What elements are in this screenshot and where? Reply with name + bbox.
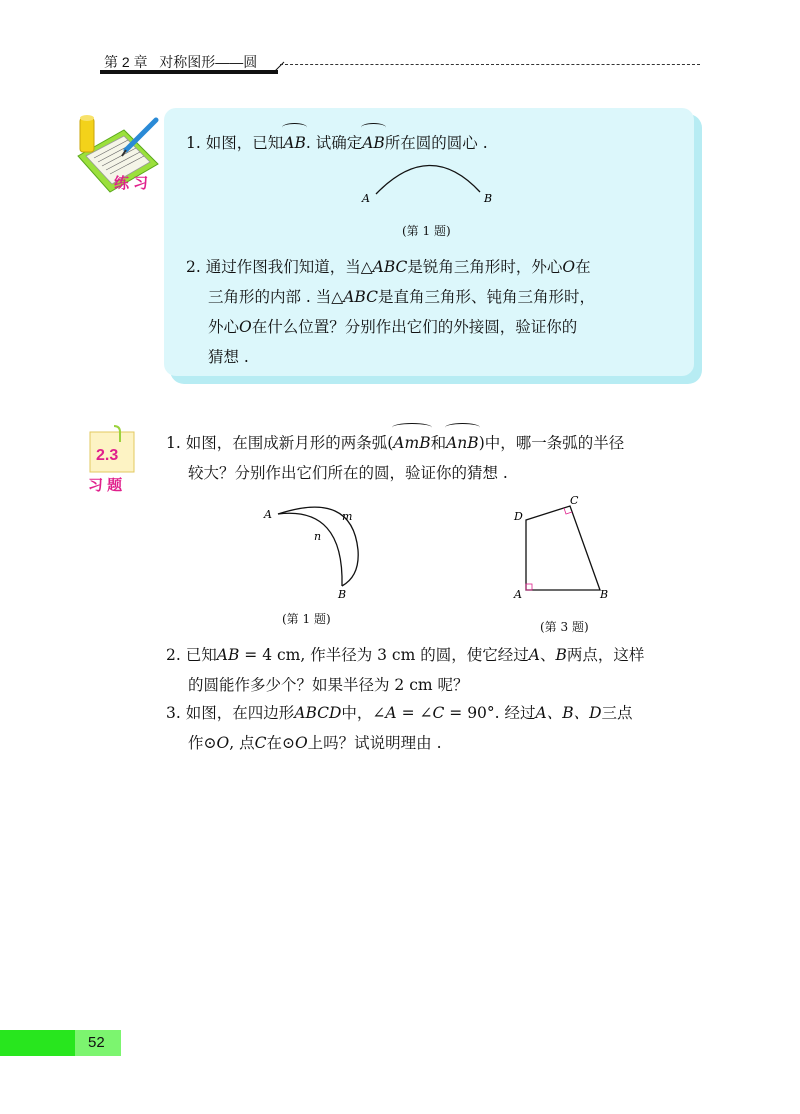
exercise-question-3 xyxy=(166,698,706,758)
question-text: 和 xyxy=(430,434,447,452)
running-header xyxy=(104,52,257,72)
arc-ab: AB xyxy=(283,128,306,158)
question-number: 1. xyxy=(166,434,181,452)
header-dashed-rule xyxy=(280,64,700,65)
question-text: 是直角三角形、钝角三角形时， xyxy=(377,288,595,306)
question-text: 如图，在四边形 xyxy=(185,704,295,722)
figure-caption: (第 1 题) xyxy=(282,612,331,626)
question-text: 较大？分别作出它们所在的圆，验证你的猜想 . xyxy=(188,464,508,482)
exercise-question-1 xyxy=(166,428,706,488)
question-text: 三点 xyxy=(601,704,633,722)
question-text: = ∠ xyxy=(401,704,433,722)
point-o: O xyxy=(239,318,252,336)
question-number: 2. xyxy=(186,258,201,276)
quadrilateral-figure xyxy=(508,492,618,602)
figure-caption: (第 1 题) xyxy=(402,224,451,238)
question-text: , 点 xyxy=(229,734,255,752)
exercise-label: 习 题 xyxy=(88,477,123,494)
point-label-b: B xyxy=(338,588,347,600)
practice-question-1 xyxy=(186,128,488,158)
point-label-c: C xyxy=(570,494,579,507)
figure-caption: (第 3 题) xyxy=(540,620,589,634)
point-label-b: B xyxy=(600,588,609,601)
question-text: 在⊙ xyxy=(266,734,295,752)
question-text: 如图，在围成新月形的两条弧( xyxy=(185,434,394,452)
question-text: 猜想 . xyxy=(208,348,249,366)
points-abd: A、B、D xyxy=(535,704,602,722)
question-text: 中，∠ xyxy=(341,704,386,722)
point-o: O xyxy=(562,258,576,276)
question-text: 作⊙ xyxy=(188,734,217,752)
question-text: = 4 cm, 作半径为 3 cm 的圆，使它经过 xyxy=(244,646,529,664)
question-text: 通过作图我们知道，当△ xyxy=(205,258,373,276)
question-text: 在 xyxy=(575,258,591,276)
arc-ab: AB xyxy=(362,128,385,158)
point-label-b: B xyxy=(484,192,493,205)
header-underline xyxy=(100,70,278,74)
page-number: 52 xyxy=(88,1034,105,1051)
arc-amb: AmB xyxy=(393,428,430,458)
question-text: 在什么位置？分别作出它们的外接圆，验证你的 xyxy=(251,318,578,336)
circle-o: O xyxy=(294,734,308,752)
practice-label: 练 习 xyxy=(114,175,149,192)
angle-c: C xyxy=(432,704,445,722)
question-text: )中，哪一条弧的半径 xyxy=(478,434,625,452)
arc-label-n: n xyxy=(314,530,322,543)
point-c: C xyxy=(254,734,267,752)
question-text: = 90°. 经过 xyxy=(449,704,536,722)
segment-ab: AB xyxy=(216,646,240,664)
question-number: 2. xyxy=(166,646,181,664)
point-b: B xyxy=(555,646,567,664)
exercise-question-2 xyxy=(166,640,706,700)
arc-anb: AnB xyxy=(446,428,479,458)
triangle-abc: ABC xyxy=(343,288,378,306)
crescent-figure xyxy=(260,500,380,600)
triangle-abc: ABC xyxy=(372,258,408,276)
question-text: 上吗？试说明理由 . xyxy=(307,734,442,752)
point-label-a: A xyxy=(264,508,272,521)
question-text: 所在圆的圆心 . xyxy=(384,134,488,152)
header-divider-slash xyxy=(270,58,286,74)
chapter-number: 第 2 章 xyxy=(104,54,148,70)
question-text: . 试确定 xyxy=(305,134,363,152)
question-text: 的圆能作多少个？如果半径为 2 cm 呢？ xyxy=(188,676,469,694)
question-text: 三角形的内部 . 当△ xyxy=(208,288,344,306)
arc-label-m: m xyxy=(342,510,353,523)
circle-o: O xyxy=(216,734,230,752)
chapter-title: 对称图形——圆 xyxy=(159,54,258,70)
footer-color-bar xyxy=(0,1030,75,1056)
exercise-badge-icon xyxy=(86,424,140,494)
point-label-a: A xyxy=(514,588,522,601)
question-text: 外心 xyxy=(208,318,240,336)
practice-question-2 xyxy=(186,252,686,372)
question-number: 3. xyxy=(166,704,181,722)
separator: 、 xyxy=(539,646,556,664)
question-text: 是锐角三角形时，外心 xyxy=(407,258,563,276)
arc-ab-figure xyxy=(350,158,510,208)
question-text: 如图，已知 xyxy=(205,134,284,152)
point-label-a: A xyxy=(362,192,370,205)
angle-a: A xyxy=(385,704,397,722)
exercise-number: 2.3 xyxy=(96,447,119,464)
point-label-d: D xyxy=(514,510,523,523)
question-text: 已知 xyxy=(185,646,217,664)
question-number: 1. xyxy=(186,134,201,152)
quadrilateral-abcd: ABCD xyxy=(294,704,342,722)
question-text: 两点，这样 xyxy=(566,646,645,664)
point-a: A xyxy=(528,646,540,664)
